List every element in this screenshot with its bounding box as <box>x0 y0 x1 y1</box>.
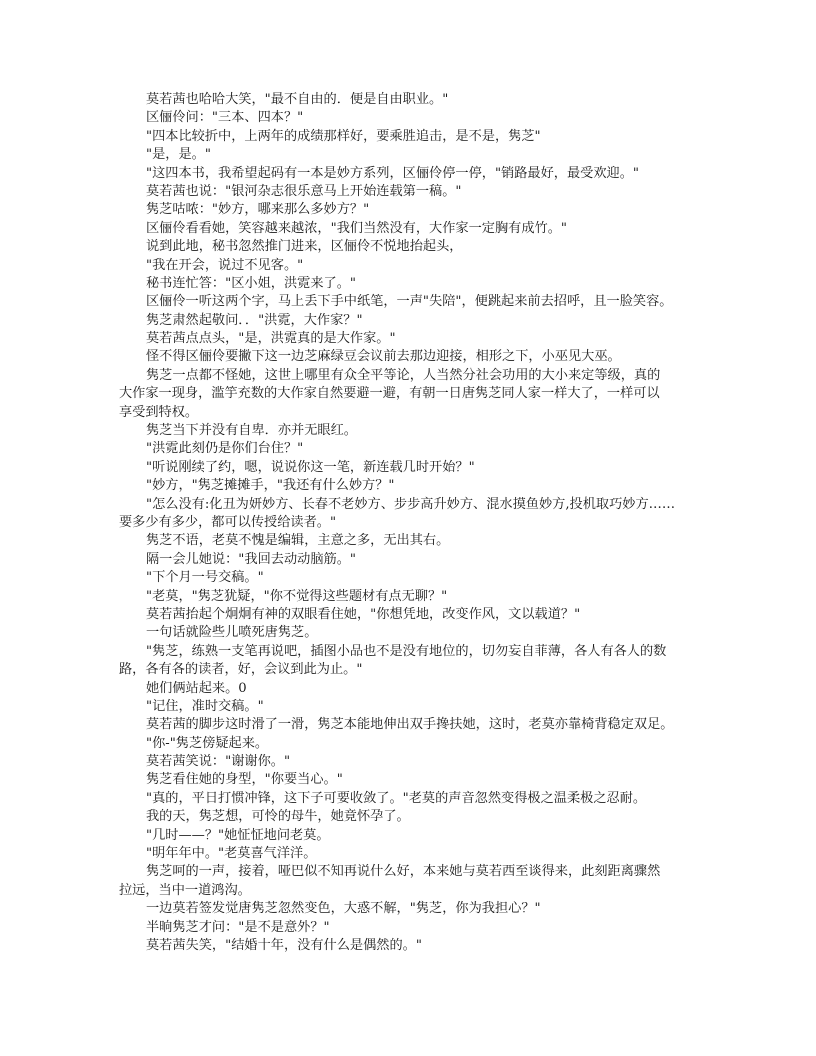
text-line: 隽芝看住她的身型，"你要当心。" <box>146 772 343 788</box>
text-line: 半晌隽芝才问："是不是意外？" <box>146 919 330 935</box>
text-line: "真的，平日打惯冲锋，这下子可要收敛了。"老莫的声音忽然变得极之温柔极之忍耐。 <box>146 790 647 806</box>
text-line: 区俪伶一听这两个字，马上丢下手中纸笔，一声"失陪"，便跳起来前去招呼，且一脸笑容。 <box>146 294 673 310</box>
text-line: "听说刚续了约，嗯，说说你这一笔，新连载几时开始？" <box>146 459 475 475</box>
text-line: "这四本书，我希望起码有一本是妙方系列，区俪伶停一停，"销路最好，最受欢迎。" <box>146 165 639 181</box>
text-line: "四本比较折中，上两年的成绩那样好，要乘胜追击，是不是，隽芝" <box>146 128 541 144</box>
text-line: "老莫，"隽芝犹疑，"你不觉得这些题材有点无聊？" <box>146 588 448 604</box>
text-line: 一边莫若签发觉唐隽芝忽然变色，大惑不解，"隽芝，你为我担心？" <box>146 901 541 917</box>
text-line: 拉远，当中一道鸿沟。 <box>119 882 251 898</box>
text-line: 要多少有多少，都可以传授给读者。" <box>119 514 337 530</box>
text-line: "记住，准时交稿。" <box>146 698 264 714</box>
text-line: 莫若茜抬起个炯炯有神的双眼看住她，"你想凭地，改变作风，文以载道？" <box>146 606 581 622</box>
text-line: 一句话就险些儿喷死唐隽芝。 <box>146 625 318 641</box>
text-line: 说到此地，秘书忽然推门进来，区俪伶不悦地抬起头， <box>146 239 463 255</box>
text-line: 怪不得区俪伶要撇下这一边芝麻绿豆会议前去那边迎接，相形之下，小巫见大巫。 <box>146 349 621 365</box>
text-line: 隽芝当下并没有自卑．亦并无眼红。 <box>146 423 357 439</box>
text-line: "我在开会，说过不见客。" <box>146 257 304 273</box>
text-line: "妙方，"隽芝摊摊手，"我还有什么妙方？" <box>146 478 395 494</box>
text-line: "怎么没有:化丑为妍妙方、长春不老妙方、步步高升妙方、混水摸鱼妙方,投机取巧妙方…… <box>146 496 676 512</box>
text-line: 莫若茜笑说："谢谢你。" <box>146 754 291 770</box>
text-line: "隽芝，练熟一支笔再说吧，插图小品也不是没有地位的，切勿妄自菲薄，各人有各人的数 <box>146 643 667 659</box>
text-line: 隽芝呵的一声，接着，哑巴似不知再说什么好，本来她与莫若西至谈得来，此刻距离骤然 <box>146 864 661 880</box>
text-line: 莫若茜也说："银河杂志很乐意马上开始连载第一稿。" <box>146 183 462 199</box>
text-line: 区俪伶问："三本、四本？" <box>146 110 304 126</box>
text-line: 隽芝一点都不怪她，这世上哪里有众全平等论，人当然分社会功用的大小来定等级，真的 <box>146 367 661 383</box>
text-line: "是，是。" <box>146 147 211 163</box>
text-line: 莫若茜的脚步这时滑了一滑，隽芝本能地伸出双手搀扶她，这时，老莫亦靠椅背稳定双足。 <box>146 717 674 733</box>
text-line: "几时——？"她怔怔地问老莫。 <box>146 827 330 843</box>
text-line: "明年年中。"老莫喜气洋洋。 <box>146 846 317 862</box>
text-line: 隽芝不语，老莫不愧是编辑，主意之多，无出其右。 <box>146 533 450 549</box>
body-text <box>119 91 699 955</box>
text-line: 区俪伶看看她，笑容越来越浓，"我们当然没有，大作家一定胸有成竹。" <box>146 220 567 236</box>
text-line: 享受到特权。 <box>119 404 199 420</box>
text-line: 莫若茜失笑，"结婚十年，没有什么是偶然的。" <box>146 937 422 953</box>
text-line: 隽芝肃然起敬问．．"洪霓，大作家？" <box>146 312 363 328</box>
text-line: 她们俩站起来。0 <box>146 680 247 696</box>
text-line: "下个月一号交稿。" <box>146 570 264 586</box>
text-line: 路，各有各的读者，好，会议到此为止。" <box>119 662 363 678</box>
text-line: 隽芝咕哝："妙方，哪来那么多妙方？" <box>146 202 370 218</box>
text-line: 大作家一现身，滥竽充数的大作家自然要避一避，有朝一日唐隽芝同人家一样大了，一样可以 <box>119 386 660 402</box>
text-line: 莫若茜也哈哈大笑，"最不自由的．便是自由职业。" <box>146 92 449 107</box>
text-line: "你-"隽芝傍疑起来。 <box>146 735 269 751</box>
text-line: "洪霓此刻仍是你们台住？" <box>146 441 304 457</box>
text-line: 莫若茜点点头，"是，洪霓真的是大作家。" <box>146 331 396 347</box>
text-line: 隔一会儿她说："我回去动动脑筋。" <box>146 551 356 567</box>
text-line: 秘书连忙答："区小姐，洪霓来了。" <box>146 275 356 291</box>
text-line: 我的天，隽芝想，可怜的母牛，她竟怀孕了。 <box>146 809 410 825</box>
